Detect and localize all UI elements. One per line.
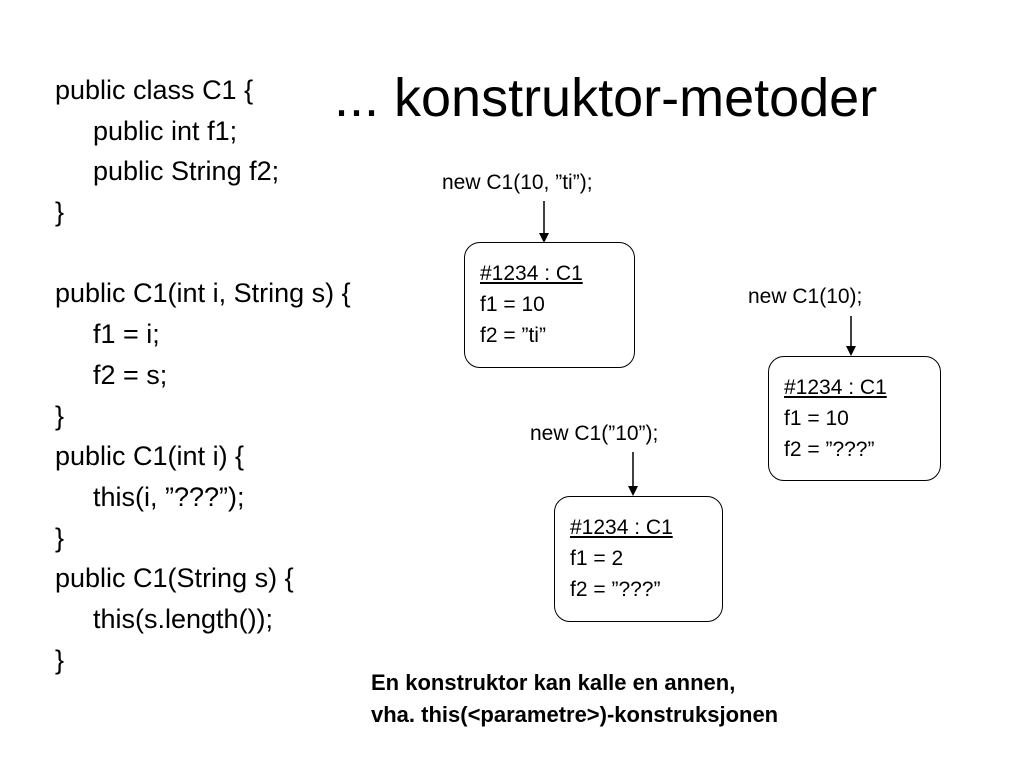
code-line: } [55, 197, 65, 228]
arrow-down-icon [628, 452, 638, 496]
object-header: #1234 : C1 [570, 516, 673, 539]
object-field-f2: f2 = ”???” [570, 578, 661, 601]
object-box-1 [464, 242, 635, 368]
code-line: } [55, 644, 65, 675]
explanation-note [371, 667, 778, 731]
code-line: this(i, ”???”); [93, 481, 245, 512]
arrow-down-icon [846, 316, 856, 356]
constructor-call-2: new C1(10); [748, 285, 863, 308]
code-line: this(s.length()); [93, 603, 274, 634]
code-line: f2 = s; [93, 359, 168, 390]
slide-title: ... konstruktor-metoder [334, 68, 878, 128]
note-line-1: En konstruktor kan kalle en annen, [371, 670, 736, 695]
code-line: public C1(String s) { [55, 563, 294, 594]
object-header: #1234 : C1 [480, 262, 583, 285]
object-field-f2: f2 = ”???” [784, 438, 875, 461]
code-line: public String f2; [93, 156, 280, 187]
code-line: } [55, 400, 65, 431]
code-line-blank [55, 233, 351, 274]
object-field-f2: f2 = ”ti” [480, 324, 546, 347]
object-field-f1: f1 = 10 [784, 407, 849, 430]
object-box-2 [768, 356, 941, 481]
code-line: public C1(int i, String s) { [55, 278, 351, 309]
constructor-call-1: new C1(10, ”ti”); [442, 171, 593, 194]
code-block [55, 70, 351, 680]
note-line-2: vha. this(<parametre>)-konstruksjonen [371, 702, 779, 727]
object-header: #1234 : C1 [784, 376, 887, 399]
object-box-3 [554, 496, 723, 622]
code-line: } [55, 522, 65, 553]
object-field-f1: f1 = 10 [480, 293, 545, 316]
constructor-call-3: new C1(”10”); [530, 422, 659, 445]
code-line: public int f1; [93, 115, 238, 146]
code-line: f1 = i; [93, 319, 160, 350]
arrow-down-icon [539, 201, 549, 243]
code-line: public class C1 { [55, 75, 254, 105]
object-field-f1: f1 = 2 [570, 547, 624, 570]
code-line: public C1(int i) { [55, 441, 245, 472]
